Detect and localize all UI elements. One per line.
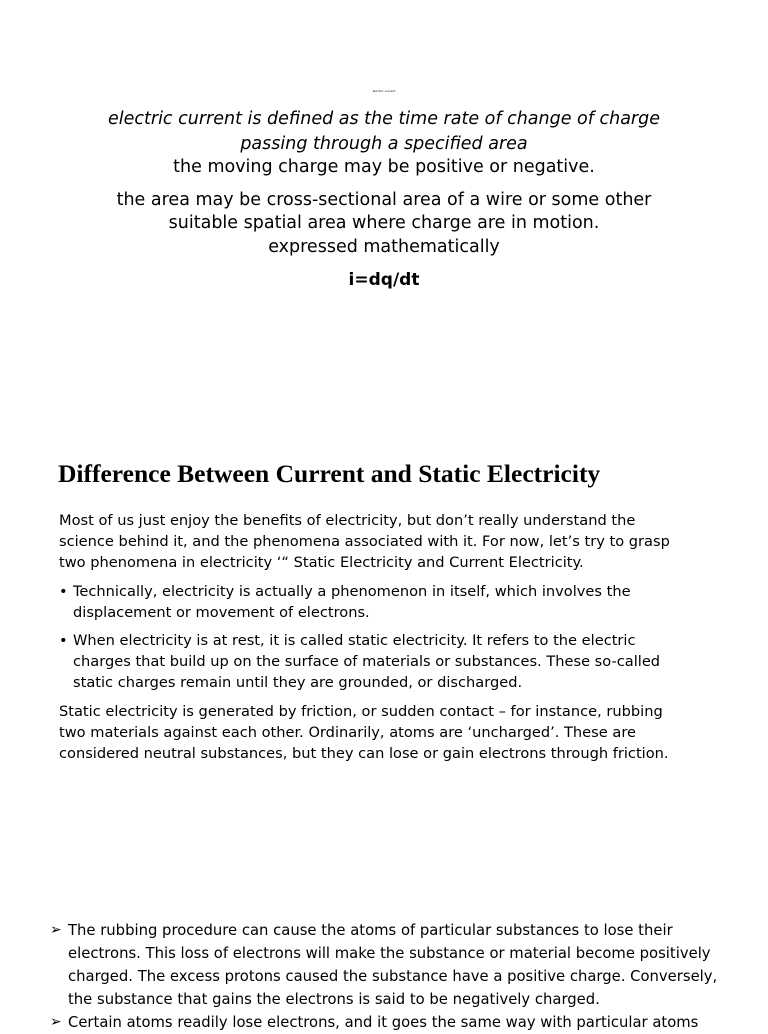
intro-line-2: science behind it, and the phenomena associated with it. For now, let’s try to grasp [59,533,670,550]
area-line-2: suitable spatial area where charge are in motion. [168,213,600,233]
slide-electric-current [0,0,768,420]
bullet-line: Technically, electricity is actually a phenomenon in itself, which involves the [73,583,631,600]
bullet-line: displacement or movement of electrons. [73,604,370,621]
moving-charge-text: the moving charge may be positive or negative. [173,157,595,177]
intro-line-1: Most of us just enjoy the benefits of electricity, but don’t really understand the [59,512,636,529]
arrow-item-line: electrons. This loss of electrons will make the substance or material become positively [68,945,711,962]
arrow-bullet-icon: ➢ [50,922,62,938]
closing-line-1: Static electricity is generated by friction, or sudden contact – for instance, rubbing [59,703,663,720]
intro-line-3: two phenomena in electricity ‘“ Static Electricity and Current Electricity. [59,554,584,571]
slide-charging-process [0,900,768,1031]
arrow-item-line: charged. The excess protons caused the substance have a positive charge. Conversely, [68,968,718,985]
bullet-icon: • [59,632,68,649]
current-formula: i=dq/dt [348,270,420,290]
arrow-item-line: the substance that gains the electrons is said to be negatively charged. [68,991,600,1008]
bullet-line: When electricity is at rest, it is called static electricity. It refers to the electric [73,632,636,649]
arrow-list-item [50,1011,750,1034]
bullet-line: charges that build up on the surface of materials or substances. These so-called [73,653,661,670]
closing-line-3: considered neutral substances, but they can lose or gain electrons through friction. [59,745,669,762]
definition-line-2: passing through a specified area [240,134,528,154]
arrow-item-line: The rubbing procedure can cause the atoms of particular substances to lose their [68,922,673,939]
definition-line-1: electric current is defined as the time rate of change of charge [108,109,660,129]
area-line-1: the area may be cross-sectional area of a wire or some other [116,190,652,210]
expressed-mathematically-text: expressed mathematically [268,237,500,257]
bullet-item [59,581,709,623]
slide-current-vs-static [0,440,768,780]
bullet-icon: • [59,583,68,600]
arrow-bullet-icon: ➢ [50,1014,62,1030]
closing-line-2: two materials against each other. Ordinarily, atoms are ‘uncharged’. These are [59,724,636,741]
arrow-list-item [50,919,750,1011]
slide-heading: Difference Between Current and Static Electricity [58,459,601,488]
arrow-item-line: Certain atoms readily lose electrons, and it goes the same way with particular atoms [68,1014,699,1031]
slide-title-tiny: electric current [372,89,396,93]
bullet-line: static charges remain until they are grounded, or discharged. [73,674,523,691]
bullet-item [59,630,709,693]
